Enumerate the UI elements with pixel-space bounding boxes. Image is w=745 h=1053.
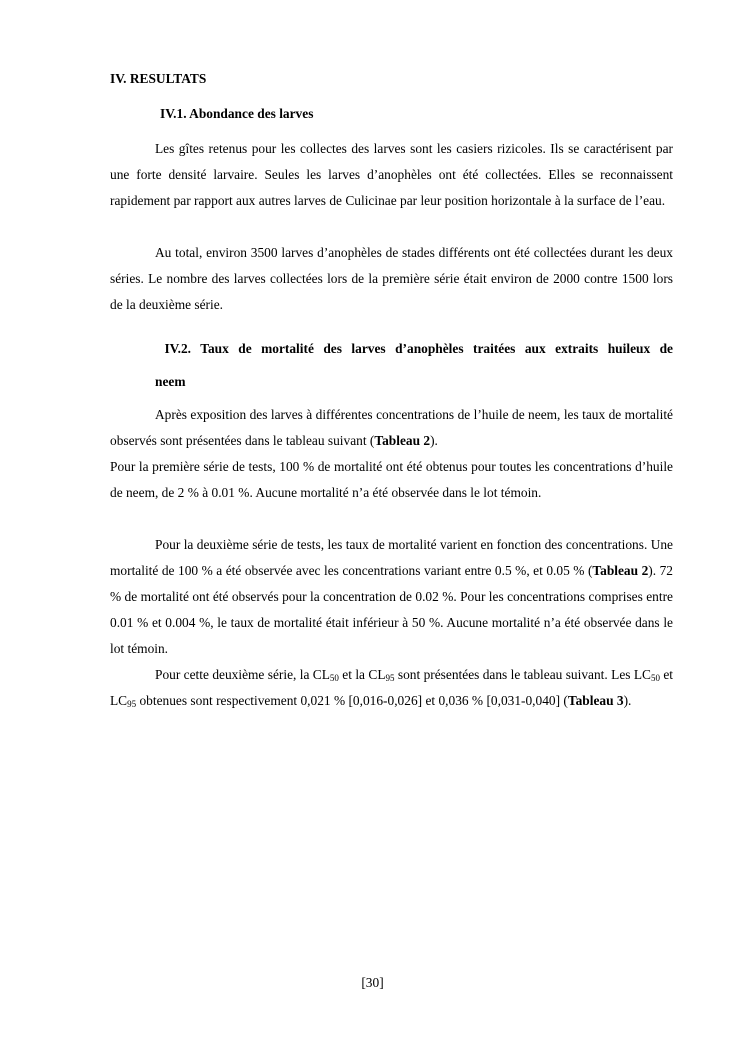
subsection-1-title: Abondance des larves bbox=[189, 106, 314, 121]
paragraph-larvae-count: Au total, environ 3500 larves d’anophèles de stades différents ont été collectées durant les deux séries. Le nombre des larves collectées lors de la première série était environ de 2000 contre 1500 lors de la deuxième série. bbox=[110, 245, 673, 312]
subsection-2-title-line1: Taux de mortalité des larves d’anophèles traitées aux extraits huileux de bbox=[200, 341, 674, 356]
cl50-subscript: 50 bbox=[329, 673, 339, 683]
table-2-reference: Tableau 2 bbox=[374, 433, 431, 448]
table-3-reference: Tableau 3 bbox=[567, 693, 624, 708]
subsection-2-title-line2: neem bbox=[155, 374, 186, 389]
page-number: [30] bbox=[361, 975, 384, 990]
p3-text-after: ). bbox=[430, 433, 438, 448]
subsection-heading-2 bbox=[110, 335, 673, 396]
p3-text-before: Après exposition des larves à différentes concentrations de l’huile de neem, les taux de mortalité observés sont présentées dans le tableau suivant ( bbox=[110, 407, 673, 448]
paragraph-first-series: Pour la première série de tests, 100 % de mortalité ont été obtenus pour toutes les concentrations d’huile de neem, de 2 % à 0.01 %. Aucune mortalité n’a été observée dans le lot témoin. bbox=[110, 459, 673, 500]
p6-text-5: obtenues sont respectivement 0,021 % [0,016-0,026] et 0,036 % [0,031-0,040] ( bbox=[136, 693, 568, 708]
p5-text-after: ). 72 % de mortalité ont été observés pour la concentration de 0.02 %. Pour les concentrations comprises entre 0.01 % et 0.004 %, le taux de mortalité était inférieur à 50 %. Aucune mortalité n’a été observée dans le lot témoin. bbox=[110, 563, 673, 656]
lc50-subscript: 50 bbox=[650, 673, 660, 683]
section-number: IV. bbox=[110, 71, 127, 86]
subsection-heading-1 bbox=[110, 101, 673, 127]
paragraph-larvae-sites: Les gîtes retenus pour les collectes des larves sont les casiers rizicoles. Ils se caractérisent par une forte densité larvaire. Seules les larves d’anophèles ont été collectées. Elles se reconnaissent rapidement par rapport aux autres larves de Culicinae par leur position horizontale à la surface de l’eau. bbox=[110, 141, 673, 208]
table-2-reference: Tableau 2 bbox=[592, 563, 649, 578]
p6-text-4: et LC bbox=[110, 667, 674, 708]
paragraph-second-series bbox=[110, 532, 673, 662]
paragraph-exposure bbox=[110, 402, 673, 454]
section-title: RESULTATS bbox=[129, 71, 207, 86]
p6-text-6: ). bbox=[623, 693, 632, 708]
lc95-subscript: 95 bbox=[127, 699, 137, 709]
section-heading bbox=[110, 66, 673, 92]
p5-text-before: Pour la deuxième série de tests, les taux de mortalité varient en fonction des concentrations. Une mortalité de 100 % a été observée avec les concentrations variant entre 0.5 %, et 0.05 % ( bbox=[110, 537, 673, 578]
subsection-2-number: IV.2. bbox=[164, 341, 192, 356]
subsection-2-line1 bbox=[155, 335, 673, 363]
p6-text-1: Pour cette deuxième série, la CL bbox=[155, 667, 330, 682]
paragraph-lethal-concentrations bbox=[110, 662, 673, 714]
subsection-1-number: IV.1. bbox=[160, 106, 187, 121]
cl95-subscript: 95 bbox=[385, 673, 395, 683]
p6-text-2: et la CL bbox=[338, 667, 386, 682]
p6-text-3: sont présentées dans le tableau suivant. Les LC bbox=[394, 667, 651, 682]
